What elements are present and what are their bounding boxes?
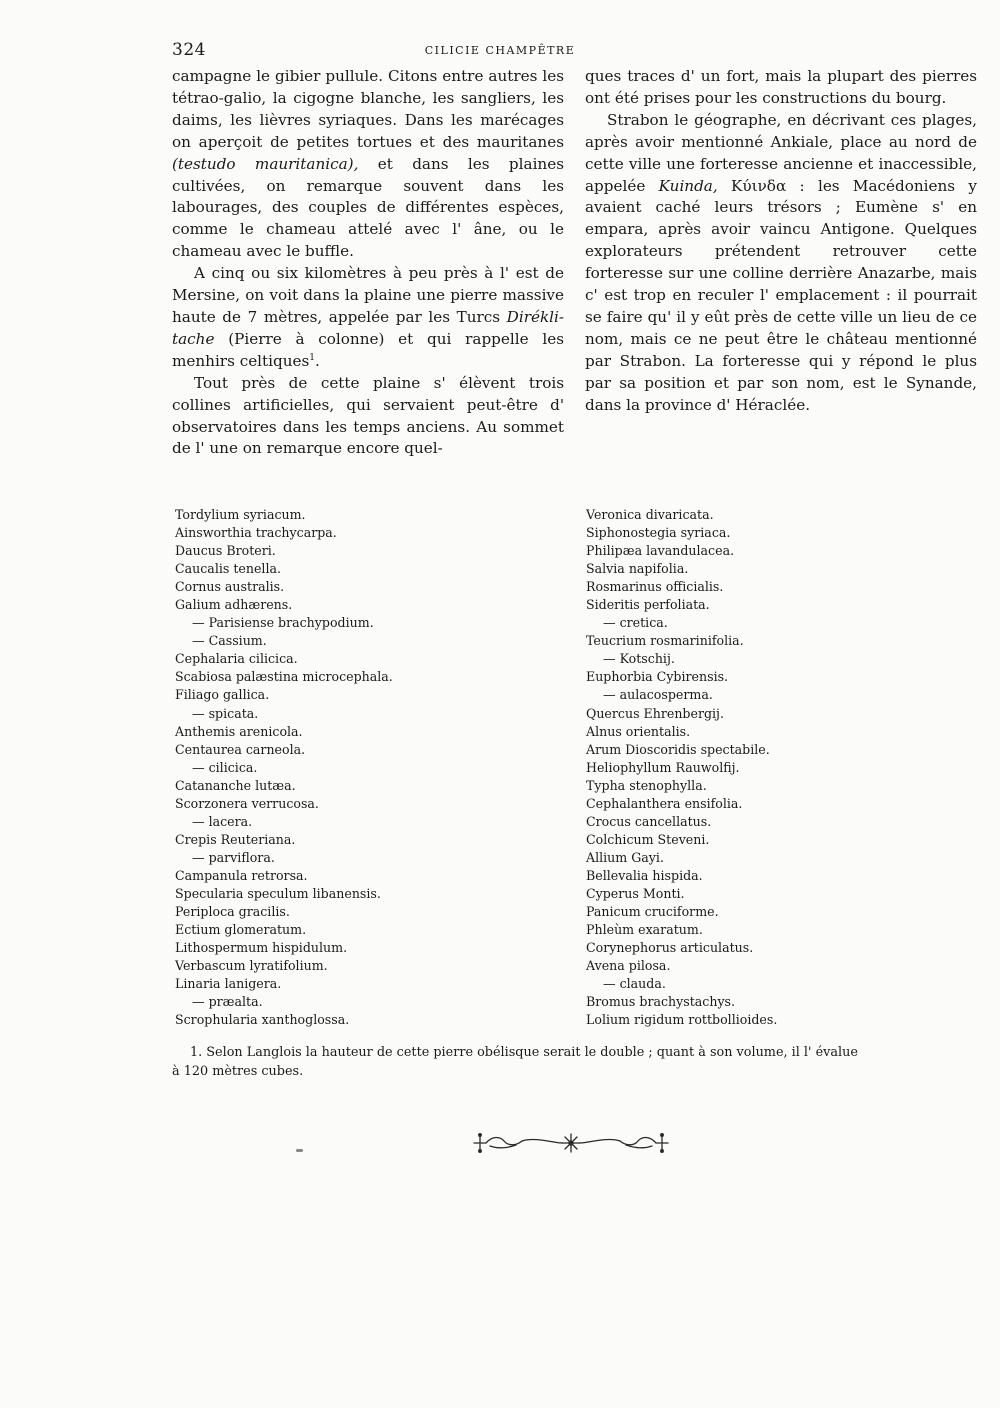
plant-list-item: — Cassium.: [192, 633, 267, 649]
plant-list-item: Galium adhærens.: [175, 597, 293, 613]
paragraph-text: .: [315, 351, 320, 370]
plant-list-item: Siphonostegia syriaca.: [586, 525, 731, 541]
plant-list-item: Catananche lutæa.: [175, 777, 296, 793]
footnote: [172, 1043, 972, 1081]
running-title: CILICIE CHAMPÊTRE: [424, 44, 576, 57]
plant-list-item: Cephalaria cilicica.: [175, 651, 298, 667]
plant-list-item: — lacera.: [192, 813, 253, 829]
plant-list-item: Anthemis arenicola.: [175, 723, 303, 739]
plant-list-item: Quercus Ehrenbergij.: [586, 705, 724, 721]
plant-list-item: — præalta.: [192, 994, 263, 1010]
plant-list-item: Daucus Broteri.: [175, 543, 276, 559]
plant-list-item: — clauda.: [603, 976, 666, 992]
paragraph-strabon: [585, 110, 977, 417]
paragraph-text: campagne le gibier pullule. Citons entre autres les tétrao-galio, la cigogne blanche, les sangliers, les daims, les lièvres syriaques. Dans les marécages on aperçoit de petites tortues et des mauritanes: [172, 67, 564, 151]
plant-list-item: Veronica divaricata.: [586, 507, 714, 522]
left-text-column: [172, 66, 564, 460]
plant-list-item: Scorzonera verrucosa.: [175, 795, 319, 811]
plant-list-item: Phleùm exaratum.: [586, 922, 703, 938]
plant-list-item: Linaria lanigera.: [175, 976, 282, 992]
italic-term: Kuinda,: [658, 176, 718, 195]
paragraph-text: Tout près de cette plaine s' élèvent trois collines artificielles, qui servaient peut-être d' observatoires dans les temps anciens. Au sommet de l' une on remarque encore quel-: [172, 373, 564, 458]
plant-list-item: Alnus orientalis.: [586, 723, 691, 739]
plant-list-item: Verbascum lyratifolium.: [175, 958, 328, 974]
paragraph-hills: [172, 373, 564, 461]
plant-list-item: Periploca gracilis.: [175, 904, 290, 920]
plant-list-item: Scrophularia xanthoglossa.: [175, 1012, 350, 1028]
plant-list-item: Ainsworthia trachycarpa.: [175, 525, 337, 541]
plant-list-item: — Kotschij.: [603, 651, 675, 667]
plant-list-item: Crepis Reuteriana.: [175, 831, 296, 847]
plant-list-item: Scabiosa palæstina microcephala.: [175, 669, 393, 685]
plant-list-item: Bromus brachystachys.: [586, 994, 736, 1010]
plant-list-item: Specularia speculum libanensis.: [175, 885, 381, 901]
paragraph-menhir: [172, 263, 564, 373]
plant-list-item: — spicata.: [192, 705, 259, 721]
plant-list-item: Bellevalia hispida.: [586, 867, 703, 883]
plant-list-item: Allium Gayi.: [586, 849, 664, 865]
plant-list-item: Crocus cancellatus.: [586, 813, 712, 829]
footnote-reference: 1: [309, 352, 316, 363]
plant-list-item: Cephalanthera ensifolia.: [586, 795, 743, 811]
plant-list-item: Panicum cruciforme.: [586, 904, 719, 920]
plant-list-item: Centaurea carneola.: [175, 741, 306, 757]
plant-list-item: — parviflora.: [192, 849, 275, 865]
plant-list-left: [175, 506, 565, 1029]
plant-list-right: [586, 506, 976, 1029]
plant-list-item: Heliophyllum Rauwolfij.: [586, 759, 740, 775]
ink-speck: [296, 1149, 303, 1152]
plant-list-item: Typha stenophylla.: [586, 777, 707, 793]
plant-list-item: Teucrium rosmarinifolia.: [586, 633, 744, 649]
paragraph-wildlife: [172, 66, 564, 263]
paragraph-text: (Pierre à colonne) et qui rappelle les menhirs celtiques: [172, 329, 564, 370]
plant-list-item: — aulacosperma.: [603, 687, 713, 703]
right-text-column: [585, 66, 977, 417]
plant-list-item: Arum Dioscoridis spectabile.: [586, 741, 770, 757]
plant-list-item: Avena pilosa.: [586, 958, 671, 974]
footnote-line: à 120 mètres cubes.: [172, 1064, 304, 1079]
footnote-line: 1. Selon Langlois la hauteur de cette pierre obélisque serait le double ; quant à son volume, il l' évalue: [190, 1045, 858, 1060]
paragraph-text: Κύινδα : les Macédoniens y avaient caché leurs trésors ; Eumène s' en empara, après avoir vaincu Antigone. Quelques explorateurs prétendent retrouver cette forteresse sur une colline derrière Anazarbe, mais c' est trop en reculer l' emplacement : il pourrait se faire qu' il y eût près de cette ville un lieu de ce nom, mais ce ne peut être le château mentionné par Strabon. La forteresse qui y répond le plus par sa position et par son nom, est le Synande, dans la province d' Héraclée.: [585, 176, 977, 414]
paragraph-text: et dans les plaines cultivées, on remarque souvent dans les labourages, des couples de différentes espèces, comme le chameau attelé avec l' âne, ou le chameau avec le buffle.: [172, 154, 564, 261]
plant-list-item: Filiago gallica.: [175, 687, 270, 703]
plant-list-item: Caucalis tenella.: [175, 561, 281, 577]
fleuron-ornament-icon: [468, 1128, 674, 1158]
plant-list-item: Campanula retrorsa.: [175, 867, 308, 883]
plant-list-item: Euphorbia Cybirensis.: [586, 669, 729, 685]
plant-list-item: Ectium glomeratum.: [175, 922, 307, 938]
plant-list-item: Corynephorus articulatus.: [586, 940, 754, 956]
plant-list-item: — cretica.: [603, 615, 668, 631]
plant-list-item: Philipæa lavandulacea.: [586, 543, 735, 559]
italic-term: Dirékli-tache: [172, 307, 564, 348]
paragraph-text: A cinq ou six kilomètres à peu près à l' est de Mersine, on voit dans la plaine une pierre massive haute de 7 mètres, appelée par les Turcs: [172, 264, 564, 326]
plant-list-item: Rosmarinus officialis.: [586, 579, 724, 595]
plant-list-item: — Parisiense brachypodium.: [192, 615, 374, 631]
plant-list-item: Sideritis perfoliata.: [586, 597, 710, 613]
page-number: 324: [172, 40, 206, 60]
plant-list-item: Cornus australis.: [175, 579, 285, 595]
plant-list-item: Tordylium syriacum.: [175, 507, 306, 522]
plant-list-item: Colchicum Steveni.: [586, 831, 710, 847]
plant-list-item: — cilicica.: [192, 759, 258, 775]
italic-term: (testudo mauritanica),: [172, 154, 359, 173]
plant-list-item: Lolium rigidum rottbollioides.: [586, 1012, 778, 1028]
plant-list-item: Salvia napifolia.: [586, 561, 689, 577]
paragraph-fort: [585, 66, 977, 110]
paragraph-text: ques traces d' un fort, mais la plupart des pierres ont été prises pour les constructions du bourg.: [585, 67, 977, 107]
plant-list-item: Cyperus Monti.: [586, 885, 685, 901]
plant-list-item: Lithospermum hispidulum.: [175, 940, 348, 956]
paragraph-text: Strabon le géographe, en décrivant ces plages, après avoir mentionné Ankiale, place au nord de cette ville une forteresse ancienne et inaccessible, appelée: [585, 110, 977, 195]
